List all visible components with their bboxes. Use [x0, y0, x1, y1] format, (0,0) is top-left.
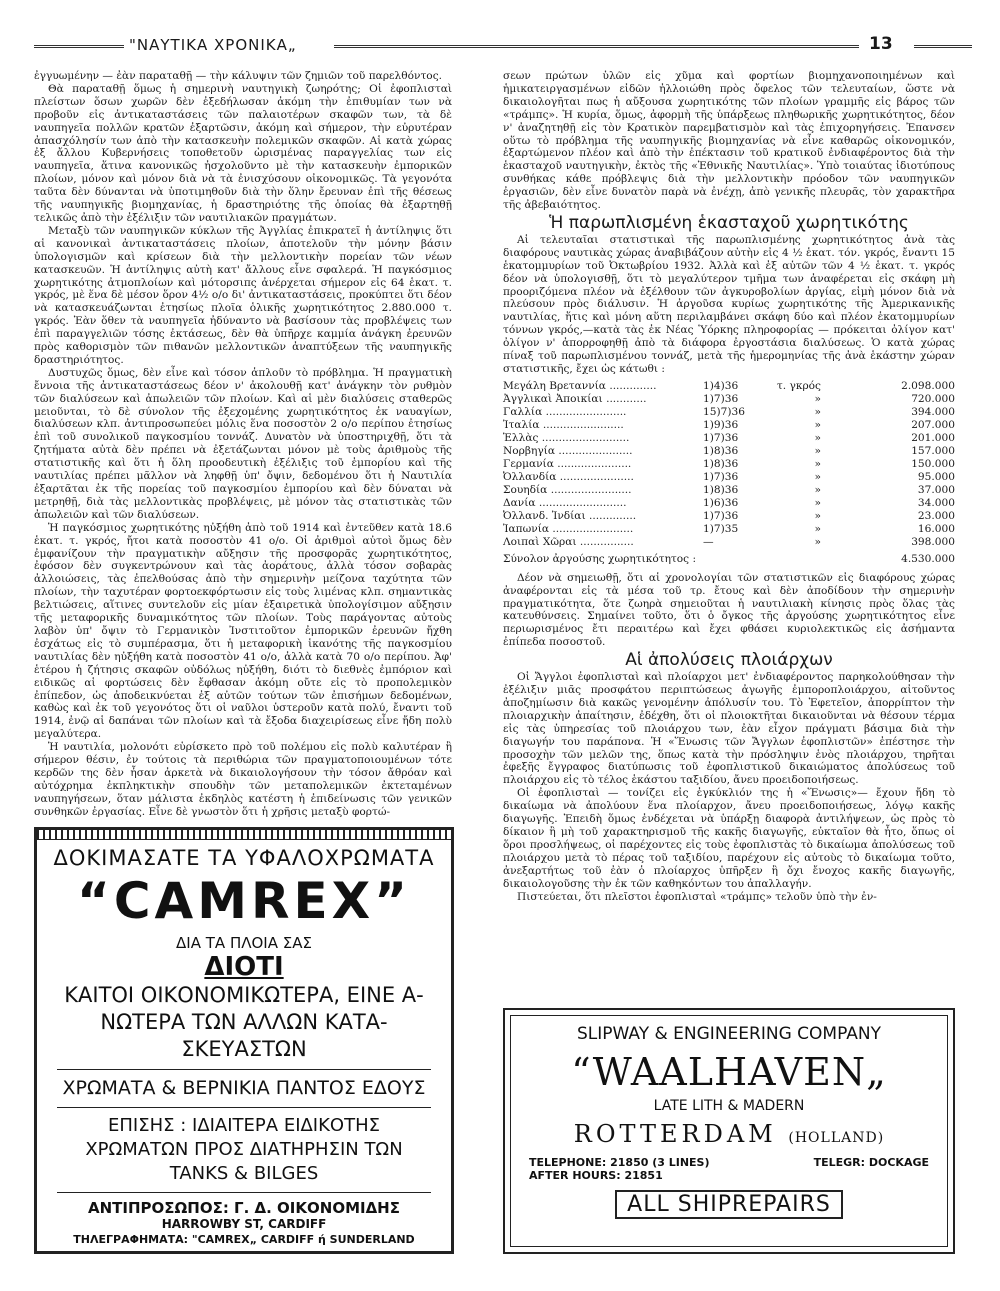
table-cell-value: 394.000	[911, 405, 955, 418]
ad-contacts	[529, 1156, 929, 1182]
ad-specialty-line: ΕΠΙΣΗΣ : ΙΔΙΑΙΤΕΡΑ ΕΙΔΙΚΟΤΗΣ	[108, 1115, 380, 1136]
header-rule-right	[914, 45, 972, 48]
ad-divider	[57, 1192, 431, 1193]
article-paragraph: Οἱ ἐφοπλισταὶ — τονίζει εἰς ἐγκύκλιόν της ἡ «Ἕνωσις»— ἔχουν ἤδη τὸ δικαίωμα νὰ ἀπολύουν ἕνα πλοίαρχον, ἄνευ προειδοποιήσεως, λόγῳ κακῆς διαγωγῆς. Ἐπειδὴ ὅμως ἐνδέχεται νὰ ὑπάρξῃ διαφορὰ ἀντιλήψεων, ὡς πρὸς τὸ δίκαιον ἢ μὴ τοῦ χαρακτηρισμοῦ τῆς κακῆς διαγωγῆς, εὐκταῖον θὰ ἦτο, ὅπως οἱ ὅροι προσλήψεως, οἱ παρέχοντες εἰς τοὺς ἐφοπλιστὰς τὸ δικαίωμα ἀπολύσεως τοῦ πλοιάρχου μετὰ τὸ πέρας τοῦ ταξιδίου, παρέχουν εἰς αὐτοὺς τὸ δικαίωμα τοῦτο, ἀνεξαρτήτως τοῦ ἐὰν ὁ πλοίαρχος ὑπῆρξεν ἢ ὄχι ἔνοχος κακῆς διαγωγῆς, δικαιολογοῦσης τὴν ἐκ τῶν καθηκόντων του ἀπαλλαγήν.	[503, 787, 955, 890]
ad-agent: ΑΝΤΙΠΡΟΣΩΠΟΣ: Γ. Δ. ΟΙΚΟΝΟΜΙΔΗΣ	[88, 1199, 400, 1217]
table-row	[503, 497, 955, 510]
header-rule-middle	[334, 45, 859, 48]
article-paragraph: Οἱ Ἄγγλοι ἐφοπλισταὶ καὶ πλοίαρχοι μετ' ἐνδιαφέροντος παρηκολούθησαν τὴν ἐξέλιξιν μιᾶς προσφάτου περιπτώσεως ἀγωγῆς ἐμποροπλοιάρχου, αἰτοῦντος ἀποζημίωσιν διὰ κακῶς γενομένην ἀπόλυσίν του. Τὸ Ἐφετεῖον, ἀπορρίπτον τὴν πλοιαρχικὴν ἀπαίτησιν, ἐδέχθη, ὅτι οἱ πλοιοκτῆται δικαιοῦνται νὰ θέσουν τέρμα εἰς τὰς ὑπηρεσίας τοῦ πλοιάρχου των, ἐὰν εἶχον πράγματι βάσιμα διὰ τὴν διαγωγήν του παράπονα. Ἡ «Ἕνωσις τῶν Ἄγγλων ἐφοπλιστῶν» ἐπέστησε τὴν προσοχὴν τῶν μελῶν της, ὅπως κατὰ τὴν πρόσληψιν ἑνὸς πλοιάρχου, τηρῆται ἐφεξῆς ἔγγραφος διατύπωσις τοῦ ἐφοπλιστικοῦ δικαιώματος ἀπολύσεως τοῦ πλοιάρχου εἰς τὸ τέλος ἑκάστου ταξιδίου, ἄνευ προειδοποιήσεως.	[503, 671, 955, 787]
table-cell-date: 1)8)36	[703, 483, 739, 496]
table-cell-date: 1)7)36	[703, 470, 739, 483]
table-cell-date: 1)7)36	[703, 509, 739, 522]
ad-specialty-line: TANKS & BILGES	[169, 1163, 319, 1184]
idle-tonnage-table	[503, 380, 955, 549]
ad-telegraph: ΤΗΛΕΓΡΑΦΗΜΑΤΑ: "CAMREX„ CARDIFF ή SUNDERLAND	[73, 1233, 415, 1246]
table-cell-unit: »	[814, 457, 821, 470]
ad-headline: ΔΟΚΙΜΑΣΑΤΕ ΤΑ ΥΦΑΛΟΧΡΩΜΑΤΑ	[53, 846, 435, 870]
table-cell-country: Ἰαπωνία ........................	[503, 522, 634, 535]
ad-border-strip	[37, 830, 451, 840]
ad-because: ΔΙΟΤΙ	[204, 952, 284, 982]
waalhaven-advertisement	[503, 1008, 955, 1254]
ad-company: SLIPWAY & ENGINEERING COMPANY	[577, 1024, 881, 1044]
table-cell-value: 34.000	[917, 496, 955, 509]
table-cell-country: Ὀλλανδία ......................	[503, 470, 634, 483]
header-rule-left	[34, 45, 124, 48]
ad-slogan: ALL SHIPREPAIRS	[615, 1190, 843, 1219]
table-cell-value: 16.000	[917, 522, 955, 535]
table-cell-country: Νορβηγία ......................	[503, 444, 633, 457]
table-cell-unit: »	[814, 392, 821, 405]
table-cell-date: 1)9)36	[703, 418, 739, 431]
page-number: 13	[869, 34, 893, 54]
table-cell-value: 95.000	[917, 470, 955, 483]
total-value: 4.530.000	[901, 552, 955, 565]
table-cell-unit: »	[814, 496, 821, 509]
table-row	[503, 510, 955, 523]
ad-subline: ΔΙΑ ΤΑ ΠΛΟΙΑ ΣΑΣ	[176, 934, 312, 952]
ad-formerly: LATE LITH & MADERN	[653, 1098, 805, 1114]
table-cell-country: Ἑλλὰς ..........................	[503, 431, 630, 444]
ad-claim-line: ΝΩΤΕΡΑ ΤΩΝ ΑΛΛΩΝ ΚΑΤΑ-	[100, 1010, 388, 1034]
article-paragraph: Αἱ τελευταῖαι στατιστικαὶ τῆς παρωπλισμένης χωρητικότητος ἀνὰ τὰς διαφόρους ναυτικὰς χώρας ἀναβιβάζουν αὐτὴν εἰς 4 ½ ἑκατ. τόν. γκρός, ἔναντι 15 ἑκατομμυρίων τοῦ Ὀκτωβρίου 1932. Ἀλλὰ καὶ ἐξ αὐτῶν τῶν 4 ½ ἑκατ. τ. γκρός δέον νὰ ὑπολογισθῇ, ὅτι τὸ μεγαλύτερον τμῆμα των ἀναφέρεται εἰς σκάφη μὴ προοριζόμενα πλέον νὰ ἐξέλθουν τῶν ἀγκυροβολίων ἀργίας, εἰμὴ μόνον διὰ νὰ πλεύσουν πρὸς διάλυσιν. Ἡ ἀργοῦσα κυρίως χωρητικότης τῆς Ἀμερικανικῆς ναυτιλίας, ἥτις καὶ μόνη αὕτη περιλαμβάνει σκάφη δύο καὶ πλέον ἑκατομμυρίων τόννων γκρός,—κατὰ τὰς ἐκ Νέας Ὑόρκης πληροφορίας — πρόκειται ὀλίγον κατ' ὀλίγον ν' ἀπορροφηθῇ ἀπὸ τὰ διάφορα ἐργοστάσια διαλύσεως. Ὁ κατὰ χώρας πίναξ τοῦ παρωπλισμένου τοννάζ, μετὰ τῆς ἡμερομηνίας τῆς ἀνὰ ἑκάστην χώραν στατιστικῆς, ἔχει ὡς κάτωθι :	[503, 233, 955, 375]
table-cell-country: Σουηδία ........................	[503, 483, 632, 496]
table-cell-date: 1)4)36	[703, 379, 739, 392]
ad-city: ROTTERDAM	[573, 1120, 777, 1148]
ad-address: HARROWBY ST, CARDIFF	[161, 1217, 327, 1231]
table-row	[503, 523, 955, 536]
table-row	[503, 445, 955, 458]
ad-telephone: TELEPHONE: 21850 (3 LINES)	[529, 1156, 710, 1169]
ad-telegr: TELEGR: DOCKAGE	[813, 1156, 929, 1169]
right-column	[503, 70, 955, 903]
table-cell-date: 15)7)36	[703, 405, 745, 418]
ad-specialty-line: ΧΡΩΜΑΤΩΝ ΠΡΟΣ ΔΙΑΤΗΡΗΣΙΝ ΤΩΝ	[85, 1139, 403, 1160]
article-paragraph: Δέον νὰ σημειωθῇ, ὅτι αἱ χρονολογίαι τῶν στατιστικῶν εἰς διαφόρους χώρας ἀναφέρονται εἰς τὰ μέσα τοῦ τρ. ἔτους καὶ δὲν ἀποδίδουν τὴν σημερινὴν πραγματικότητα, ὅτε ζωηρὰ σημειοῦται ἡ ναυτιλιακὴ κίνησις πρὸς ὅλας τὰς κατευθύνσεις. Σημαίνει τοῦτο, ὅτι ὁ ὄγκος τῆς ἀργούσης χωρητικότητος εἶνε περιωρισμένος ἔτι περαιτέρω καὶ ἔχει φθάσει κυριολεκτικῶς εἰς ἀσήμαντα ἐπίπεδα ποσοστοῦ.	[503, 571, 955, 649]
table-cell-date: 1)7)35	[703, 522, 739, 535]
table-cell-country: Γαλλία ........................	[503, 405, 627, 418]
table-cell-value: 207.000	[911, 418, 955, 431]
table-row	[503, 406, 955, 419]
table-cell-date: —	[703, 535, 714, 548]
table-cell-date: 1)7)36	[703, 392, 739, 405]
table-row	[503, 393, 955, 406]
table-cell-country: Γερμανία ......................	[503, 457, 632, 470]
ad-claim-line: ΚΑΙΤΟΙ ΟΙΚΟΝΟΜΙΚΩΤΕΡΑ, ΕΙΝΕ Α-	[64, 983, 424, 1007]
article-paragraph: Ἡ παγκόσμιος χωρητικότης ηὐξήθη ἀπὸ τοῦ 1914 καὶ ἐντεῦθεν κατὰ 18.6 ἑκατ. τ. γκρός, ἤτοι κατὰ ποσοστὸν 41 ο/ο. Οἱ ἀριθμοὶ αὐτοὶ ὅμως δὲν ἐμφανίζουν τὴν πραγματικὴν αὔξησιν τῆς προσφορᾶς χωρητικότητος, ἐφόσον δὲν συγκεντρώνουν καὶ τὰς ἀοράτους, ἀλλὰ τόσον σοβαρὰς ἀλλοιώσεις, τὰς ἐπελθούσας ἀπὸ τὴν σημερινὴν μείζονα ταχύτητα τῶν πλοίων, τὴν ταχυτέραν φορτοεκφόρτωσιν εἰς τοὺς λιμένας κλπ. σημαντικὰς βελτιώσεις, αἵτινες συντελοῦν εἰς μίαν ἐξαιρετικὰ ὑπολογίσιμον αὔξησιν τῆς μεταφορικῆς δυναμικότητος τῶν πλοίων. Τοὺς παράγοντας αὐτοὺς λαβὸν ὑπ' ὄψιν τὸ Γερμανικὸν Ἰνστιτοῦτον ἐμπορικῶν ἐρευνῶν ἤχθη ἐσχάτως εἰς τὸ συμπέρασμα, ὅτι ἡ μεταφορικὴ ἱκανότης τῆς παγκοσμίου ναυτιλίας δὲν ηὐξήθη κατὰ ποσοστὸν 41 ο/ο, ἀλλὰ κατὰ 70 ο/ο περίπου. Ἀφ' ἑτέρου ἡ ζήτησις σκαφῶν οὐδόλως ηὐξήθη, διότι τὸ διεθνὲς ἐμπόριον καὶ ειδικῶς αἱ φορτώσεις δὲν ἔφθασαν ἀκόμη οὔτε εἰς τὸ προπολεμικὸν ἐπίπεδον, ὡς ἀποδεικνύεται ἐξ αὐτῶν τούτων τῶν ἐπισήμων δεδομένων, καθὼς καὶ ἐκ τοῦ γεγονότος ὅτι οἱ ναῦλοι ὑστεροῦν κατὰ πολύ, ἔναντι τοῦ 1914, ἐνῷ αἱ δαπάναι τῶν πλοίων καὶ τὰ ἔξοδα διαχειρίσεως εἶνε ἤδη πολὺ μεγαλύτερα.	[34, 521, 452, 741]
table-cell-country: Ἰταλία ........................	[503, 418, 624, 431]
article-paragraph: Δυστυχῶς ὅμως, δὲν εἶνε καὶ τόσον ἁπλοῦν τὸ πρόβλημα. Ἡ πραγματικὴ ἔννοια τῆς ἀντικαταστάσεως δέον ν' ἀκολουθῇ κατ' ἀνάγκην τὸν ρυθμὸν τῶν διαλύσεων καὶ ἀπωλειῶν τῶν πλοίων. Καὶ αἱ μὲν διαλύσεις σταθερῶς μειοῦνται, τὸ δὲ σύνολον τῆς ἐξεχομένης χωρητικότητος ἐκ ναυαγίων, διαλύσεων κλπ. ἀντιπροσωπεύει μόλις ἕνα ποσοστὸν 2 ο/ο περίπου ἐτησίως ἐπὶ τοῦ συνολικοῦ παγκοσμίου τοννάζ. Δυνατὸν νὰ ὑποστηριχθῇ, ὅτι τὰ ζητήματα αὐτὰ δὲν πρέπει νὰ ἐξετάζωνται μόνον μὲ τοὺς ἀριθμοὺς τῆς στατιστικῆς καὶ ὅτι ἡ ὅλη προοδευτικὴ ἐξέλιξις τοῦ ἐμπορίου καὶ τῆς ναυτιλίας πρέπει μᾶλλον νὰ ληφθῇ ὑπ' ὄψιν, δεδομένου ὅτι ἡ Ναυτιλία ἐξαρτᾶται ἐκ τῆς πορείας τοῦ παγκοσμίου ἐμπορίου καὶ δὲν δύναται νὰ μετρηθῇ, διὰ τὰς μελλοντικὰς προβλέψεις, μὲ μόνον τὰς στατιστικὰς τῶν ἀπωλειῶν καὶ τῶν διαλύσεων.	[34, 366, 452, 521]
ad-location	[511, 1120, 947, 1148]
article-paragraph: Ἡ ναυτιλία, μολονότι εὑρίσκετο πρὸ τοῦ πολέμου εἰς πολὺ καλυτέραν ἢ σήμερον θέσιν, ἐν τούτοις τὰ περιθώρια τῶν πραγματοποιουμένων τότε κερδῶν της δὲν ἦσαν ἀρκετὰ νὰ δικαιολογήσουν τὴν τόσον ἄθρόαν καὶ αὐτόχρημα ἐκπληκτικὴν σπουδὴν τῶν μεταπολεμικῶν ἐκτεταμένων ναυπηγήσεων, ὅταν μάλιστα ἐκδηλὸς κατέστη ἡ ἐπιδείνωσις τῶν γενικῶν συνθηκῶν ἐργασίας. Εἶνε δὲ γνωστὸν ὅτι ἡ χρῆσις μεταξὺ φορτώ-	[34, 741, 452, 818]
table-cell-value: 37.000	[917, 483, 955, 496]
table-row	[503, 471, 955, 484]
table-cell-value: 2.098.000	[901, 379, 955, 392]
table-cell-date: 1)6)36	[703, 496, 739, 509]
table-cell-unit: »	[814, 509, 821, 522]
table-cell-value: 150.000	[911, 457, 955, 470]
table-row	[503, 484, 955, 497]
table-cell-country: Ὀλλανδ. Ἰνδίαι ..............	[503, 509, 637, 522]
table-cell-country: Δανία ..........................	[503, 496, 627, 509]
table-cell-value: 201.000	[911, 431, 955, 444]
table-row	[503, 380, 955, 393]
ad-products: ΧΡΩΜΑΤΑ & ΒΕΡΝΙΚΙΑ ΠΑΝΤΟΣ ΕΔΟΥΣ	[62, 1077, 426, 1099]
table-cell-unit: »	[814, 535, 821, 548]
idle-tonnage-total	[503, 553, 955, 566]
camrex-advertisement	[34, 827, 454, 1254]
table-cell-unit: τ. γκρός	[776, 379, 821, 392]
ad-claim-line: ΣΚΕΥΑΣΤΩΝ	[181, 1037, 307, 1061]
ad-divider	[57, 1107, 431, 1108]
article-paragraph: σεων πρώτων ὑλῶν εἰς χῦμα καὶ φορτίων βιομηχανοποιημένων καὶ ἡμικατειργασμένων εἰδῶν ἠλλοιώθη πρὸς ὄφελος τῶν τελευταίων, ὥστε νὰ δικαιολογῆται πως ἡ αὔξουσα χωρητικότης τῶν πλοίων γραμμῆς εἰς βάρος τῶν «τράμπς». Ἡ κυρία, ὅμως, ἀφορμὴ τῆς ὑπάρξεως πληθωρικῆς χωρητικότητος, δέον ν' ἀναζητηθῇ εἰς τὸν Κρατικὸν παρεμβατισμὸν καὶ τὰς ἐπιχορηγήσεις. Ἐπανσεν οὕτω τὸ πρόβλημα τῆς ναυπηγικῆς βιομηχανίας νὰ εἶνε καθαρῶς οἰκονομικόν, ἐξαρτώμενον πλέον καὶ ἀπὸ τὴν ἐπέκτασιν τοῦ κρατικοῦ ἐνδιαφέροντος διὰ τὴν ἑκασταχοῦ ναυτηγικὴν, ἐκτὸς τῆς «Ἐθνικῆς Ναυτιλίας». Ὑπὸ τοιαύτας ἰδιοτύπους συνθήκας κάθε πρόβλεψις διὰ τὴν μελλοντικὴν πρόοδον τῶν ναυπηγικῶν ἐργασιῶν, δὲν εἶνε δυνατὸν παρὰ νὰ ἐνέχῃ, ἀπὸ γενικῆς πλευρᾶς, τὸν χαρακτῆρα τῆς ἀβεβαιότητος.	[503, 70, 955, 212]
article-paragraph: Θὰ παραταθῇ ὅμως ἡ σημερινὴ ναυτηγικὴ ζωηρότης; Οἱ ἐφοπλισταὶ πλείστων ὅσων χωρῶν δὲν ἐξεδήλωσαν ἀκόμη τὴν ἐπιθυμίαν των νὰ προβοῦν εἰς ἀντικαταστάσεις τῶν παλαιοτέρων σκαφῶν των, τὰ δὲ ναυπηγεῖα πολλῶν κρατῶν ἐξαρτῶσιν, ἀκόμη καὶ σήμερον, τὴν εὐρυτέραν ἀπασχόλησίν των ἀπὸ τὴν κατασκευὴν πολεμικῶν σκαφῶν. Αἱ κατὰ χώρας ἐξ ἄλλου Κυβερνήσεις τοποθετοῦν ὡρισμένας παραγγελίας των εἰς ναυπηγεῖα, ἅτινα κανονικῶς ἠσχολοῦντο μὲ τὴν κατασκευὴν ἐμπορικῶν πλοίων, μόνον καὶ μόνον διὰ νὰ τὰ ἐνισχύσουν οἰκονομικῶς. Τὰ γεγονότα ταῦτα δὲν δύνανται νὰ ὑποτιμηθοῦν διὰ τὴν ὅλην ἔρευναν ἐπὶ τῆς θέσεως τῆς ναυπηγικῆς βιομηχανίας, ἡ δραστηριότης τῆς ὁποίας θὰ ἐξαρτηθῇ τελικῶς ἀπὸ τὴν ἐξέλιξιν τῶν ναυτιλιακῶν πραγμάτων.	[34, 82, 452, 224]
table-cell-date: 1)8)36	[703, 444, 739, 457]
table-row	[503, 432, 955, 445]
table-row	[503, 536, 955, 549]
table-cell-unit: »	[814, 405, 821, 418]
publication-title: "ΝΑΥΤΙΚΑ ΧΡΟΝΙΚΑ„	[129, 36, 297, 54]
article-paragraph: ἐγγυωμένην — ἐὰν παραταθῇ — τὴν κάλυψιν τῶν ζημιῶν τοῦ παρελθόντος.	[34, 70, 442, 82]
table-cell-unit: »	[814, 483, 821, 496]
table-cell-unit: »	[814, 431, 821, 444]
table-cell-unit: »	[814, 470, 821, 483]
table-cell-date: 1)8)36	[703, 457, 739, 470]
section-heading-idle-tonnage: Ἡ παρωπλισμένη ἑκασταχοῦ χωρητικότης	[549, 212, 909, 233]
table-cell-unit: »	[814, 522, 821, 535]
table-cell-unit: »	[814, 444, 821, 457]
section-heading-captain-dismissals: Αἱ ἀπολύσεις πλοιάρχων	[625, 650, 833, 671]
table-cell-country: Ἀγγλικαὶ Ἀποικίαι ............	[503, 392, 647, 405]
page-header	[34, 36, 972, 58]
total-label: Σύνολον ἀργούσης χωρητικότητος :	[503, 552, 697, 565]
left-column	[34, 70, 452, 819]
ad-after-hours: AFTER HOURS: 21851	[529, 1169, 663, 1182]
table-cell-country: Μεγάλη Βρεταννία ..............	[503, 379, 657, 392]
ad-phone-block	[529, 1156, 710, 1182]
ad-country: (HOLLAND)	[788, 1130, 885, 1146]
table-row	[503, 419, 955, 432]
table-cell-country: Λοιπαὶ Χῶραι ................	[503, 535, 634, 548]
table-cell-value: 720.000	[911, 392, 955, 405]
ad-inner-frame	[510, 1015, 948, 1247]
table-cell-value: 23.000	[917, 509, 955, 522]
table-cell-unit: »	[814, 418, 821, 431]
table-cell-value: 157.000	[911, 444, 955, 457]
article-paragraph: Πιστεύεται, ὅτι πλεῖστοι ἐφοπλισταὶ «τράμπς» τελοῦν ὑπὸ τὴν ἐν-	[517, 890, 877, 903]
table-cell-value: 398.000	[911, 535, 955, 548]
ad-brand-name: “WAALHAVEN„	[571, 1050, 887, 1094]
ad-brand-name: “CAMREX”	[76, 872, 412, 930]
table-cell-date: 1)7)36	[703, 431, 739, 444]
ad-divider	[57, 1069, 431, 1070]
article-paragraph: Μεταξὺ τῶν ναυπηγικῶν κύκλων τῆς Ἀγγλίας ἐπικρατεῖ ἡ ἀντίληψις ὅτι αἱ κανονικαὶ ἀντικαταστάσεις πλοίων, ἀποτελοῦν τὴν μόνην βάσιν ὑπολογισμῶν καὶ κρίσεων διὰ τὴν μελλοντικὴν πορείαν τῶν νέων κατασκευῶν. Ἡ ἀντίληψις αὐτὴ κατ' ἄλλους εἶνε σφαλερά. Ἡ παγκόσμιος χωρητικότης ἀτμοπλοίων καὶ μότορσιπς ἀνέρχεται σήμερον εἰς 64 ἑκατ. τ. γκρός, μὲ ἕνα δὲ μέσον ὅρον 4½ ο/ο δι' ἀντικαταστάσεις, προκύπτει ὅτι δέον νὰ κατασκευάζωνται ἐτησίως πλοῖα ὁλικῆς χωρητικότητος 2.880.000 τ. γκρός. Ἐὰν ὅθεν τὰ ναυπηγεῖα ἠδύναντο νὰ βασίσουν τὰς προβλέψεις των ἐπὶ παραγγελιῶν τόσης ἐκτάσεως, δὲν θὰ ὑπῆρχε καμμία ἀνάγκη ἐρευνῶν πρὸς καθορισμὸν τῶν πιθανῶν μελλοντικῶν ἀναπτύξεων τῆς ναυπηγικῆς δραστηριότητος.	[34, 224, 452, 366]
table-row	[503, 458, 955, 471]
